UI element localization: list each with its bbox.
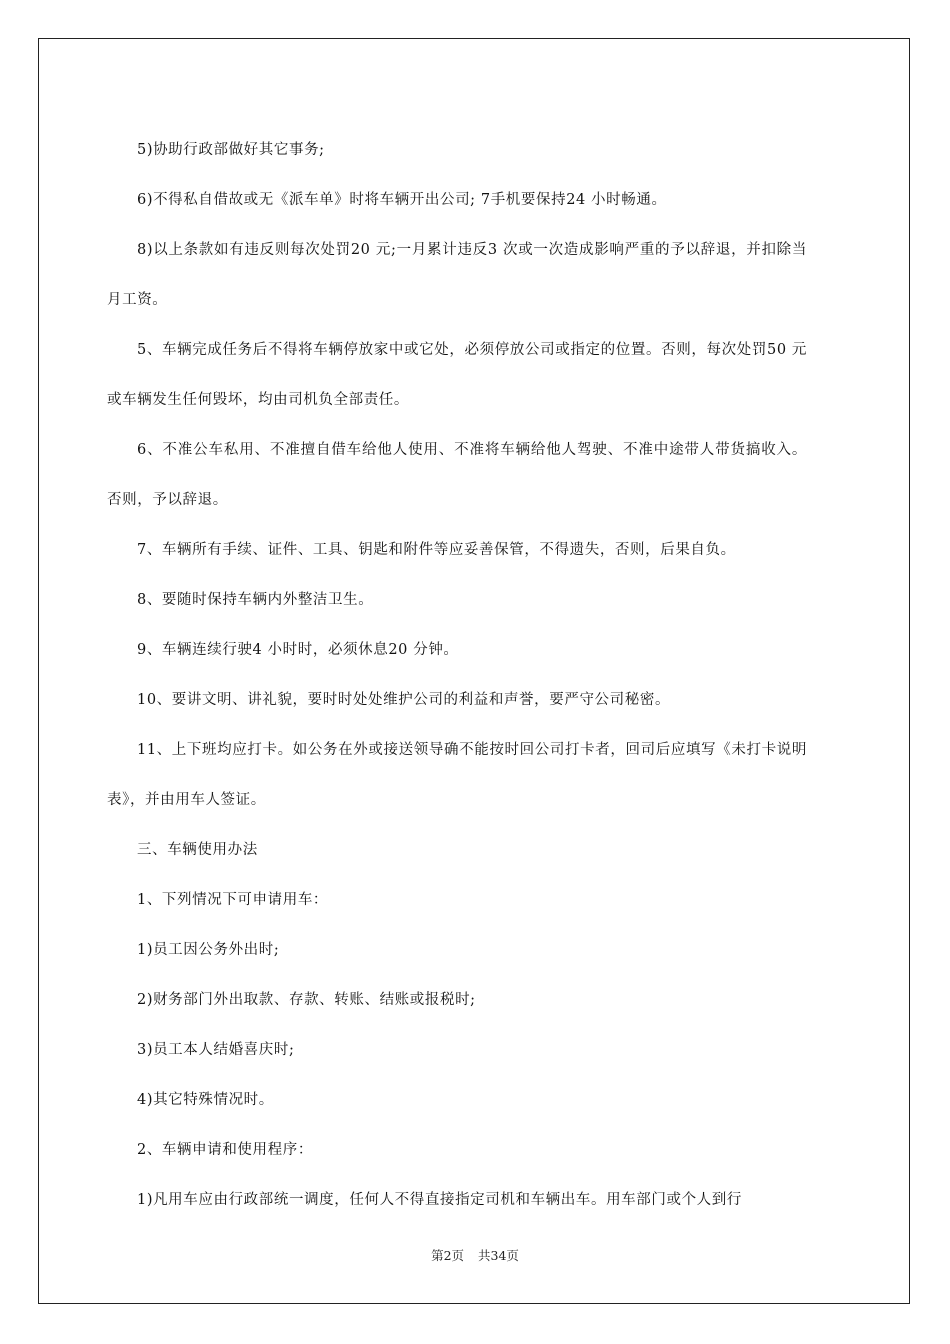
page-total: 共34页 [478,1248,519,1263]
document-body [107,125,807,1225]
paragraph: 6)不得私自借故或无《派车单》时将车辆开出公司; 7手机要保持24 小时畅通。 [137,192,667,208]
list-item: 1)员工因公务外出时; [137,942,280,958]
paragraph: 1、下列情况下可申请用车： [137,892,329,908]
list-item: 4)其它特殊情况时。 [137,1092,274,1108]
paragraph: 5)协助行政部做好其它事务; [137,142,325,158]
paragraph: 6、不准公车私用、不准擅自借车给他人使用、不准将车辆给他人驾驶、不准中途带人带货搞收入。否则，予以辞退。 [107,442,807,508]
paragraph: 10、要讲文明、讲礼貌，要时时处处维护公司的利益和声誉，要严守公司秘密。 [137,692,671,708]
paragraph: 2、车辆申请和使用程序： [137,1142,313,1158]
list-item: 3)员工本人结婚喜庆时; [137,1042,295,1058]
paragraph: 8)以上条款如有违反则每次处罚20 元;一月累计违反3 次或一次造成影响严重的予以辞退，并扣除当月工资。 [107,242,807,308]
paragraph: 7、车辆所有手续、证件、工具、钥匙和附件等应妥善保管，不得遗失，否则，后果自负。 [137,542,736,558]
section-heading: 三、车辆使用办法 [137,842,258,858]
paragraph: 5、车辆完成任务后不得将车辆停放家中或它处，必须停放公司或指定的位置。否则，每次处罚50 元或车辆发生任何毁坏，均由司机负全部责任。 [107,342,807,408]
list-item: 2)财务部门外出取款、存款、转账、结账或报税时; [137,992,476,1008]
paragraph: 1)凡用车应由行政部统一调度，任何人不得直接指定司机和车辆出车。用车部门或个人到行 [137,1192,742,1208]
page-number: 第2页 [431,1248,465,1263]
page-footer [0,1247,950,1265]
paragraph: 8、要随时保持车辆内外整洁卫生。 [137,592,374,608]
paragraph: 9、车辆连续行驶4 小时时，必须休息20 分钟。 [137,642,459,658]
paragraph: 11、上下班均应打卡。如公务在外或接送领导确不能按时回公司打卡者，回司后应填写《未打卡说明表》，并由用车人签证。 [107,742,807,808]
